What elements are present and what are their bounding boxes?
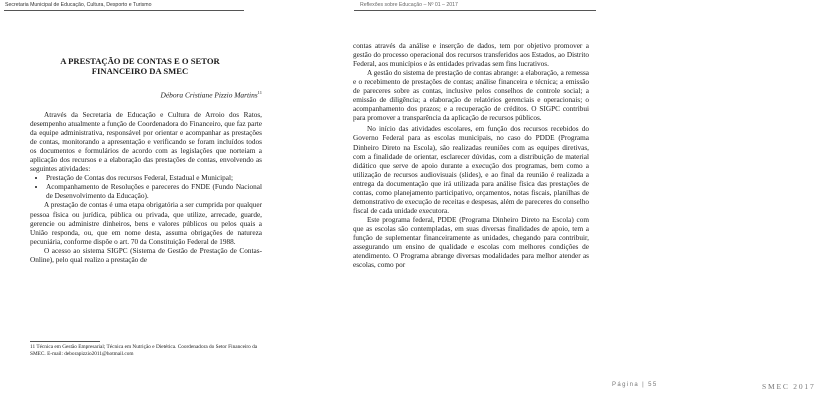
article-title-line-2: FINANCEIRO DA SMEC: [91, 66, 189, 76]
footnote: 11 Técnica em Gestão Empresarial; Técnica em Nutrição e Dietética. Coordenadora do Setor Financeiro da SMEC. E-mail: deborapizzio2011@hotmail.com: [30, 344, 258, 357]
right-paragraph-2: A gestão do sistema de prestação de contas abrange: a elaboração, a remessa e o recebimento de prestações de contas; análise financeira e técnica; a emissão de pareceres sobre as contas, inclusive pelos conselhos de controle social; a emissão de diligência; a elaboração de relatórios gerenciais e operacionais; o acompanhamento dos prazos; e a recuperação de créditos. O SIGPC contribui para promover a transparência da aplicação de recursos públicos.: [353, 69, 589, 123]
left-paragraph-1: Através da Secretaria de Educação e Cultura de Arroio dos Ratos, desempenho atualmente a função de Coordenadora do Financeiro, que faz parte da equipe administrativa, responsável por orientar e acompanhar as prestações de contas, monitorando a apresentação e verificando se foram incluídos todos os documentos e formulários de acordo com as legislações que norteiam a aplicação dos recursos e a elaboração das prestações de contas, envolvendo as seguintes atividades:: [30, 111, 262, 174]
right-body-text: [353, 42, 589, 270]
smec-footer: SMEC 2017: [762, 382, 816, 391]
right-paragraph-4: Este programa federal, PDDE (Programa Dinheiro Direto na Escola) com que as escolas são contempladas, em suas diversas finalidades de apoio, tem a função de suplementar financeiramente as unidades, chegando para contribuir, assegurando um ensino de qualidade e escolas com melhores condições de atendimento. O Programa abrange diversas modalidades para melhor atender as escolas, como por: [353, 215, 589, 270]
right-paragraph-1: contas através da análise e inserção de dados, tem por objetivo promover a gestão do processo operacional dos recursos transferidos aos Estados, ao Distrito Federal, aos municípios e às entidades privadas sem fins lucrativos.: [353, 42, 589, 69]
left-paragraph-3: O acesso ao sistema SIGPC (Sistema de Gestão de Prestação de Contas- Online), pelo qual realizo a prestação de: [30, 246, 262, 264]
left-body-text: [30, 111, 262, 265]
right-header-rule: [354, 10, 596, 11]
left-running-header: Secretaria Municipal de Educação, Cultura, Desporto e Turismo: [5, 2, 152, 8]
left-page: [0, 0, 300, 402]
activity-list: [30, 174, 262, 201]
right-page: [300, 0, 816, 402]
page-number-footer: Página | 55: [612, 382, 658, 388]
left-paragraph-2: A prestação de contas é uma etapa obrigatória a ser cumprida por qualquer pessoa física ou jurídica, pública ou privada, que utilize, arrecade, guarde, gerencie ou administre dinheiros, bens e valores públicos ou pelos quais a União responda, ou, que em nome desta, assuma obrigações de natureza pecuniária, conforme dispõe o art. 70 da Constituição Federal de 1988.: [30, 201, 262, 246]
author-line: [100, 90, 262, 99]
footnote-rule: [30, 341, 100, 342]
left-header-rule: [4, 10, 244, 11]
activity-list-item: • Prestação de Contas dos recursos Federal, Estadual e Municipal;: [46, 174, 262, 183]
author-name: Débora Cristiane Pizzio Martins: [160, 90, 258, 100]
activity-list-item: • Acompanhamento de Resoluções e pareceres do FNDE (Fundo Nacional de Desenvolvimento da Educação).: [46, 183, 262, 201]
article-title-line-1: A PRESTAÇÃO DE CONTAS E O SETOR: [60, 56, 220, 66]
article-title: [40, 56, 240, 76]
author-footnote-marker: 11: [257, 90, 262, 95]
right-running-header: Reflexões sobre Educação – Nº 01 – 2017: [360, 2, 458, 8]
right-paragraph-3: No início das atividades escolares, em função dos recursos recebidos do Governo Federal para as escolas municipais, no caso do PDDE (Programa Dinheiro Direto na Escola), são realizadas reuniões com as equipes diretivas, com a finalidade de orientar, esclarecer dúvidas, com a distribuição de material didático que serve de apoio durante a execução dos programas, bem como a utilização de recursos audiovisuais (slides), e ao final da reunião é realizada a entrega da documentação que irá utilizada para análise física das prestações de contas, como planejamento participativo, orçamentos, notas fiscais, planilhas de demonstrativo de execução de receitas e despesas, além de pareceres do conselho fiscal de cada unidade executora.: [353, 125, 589, 215]
